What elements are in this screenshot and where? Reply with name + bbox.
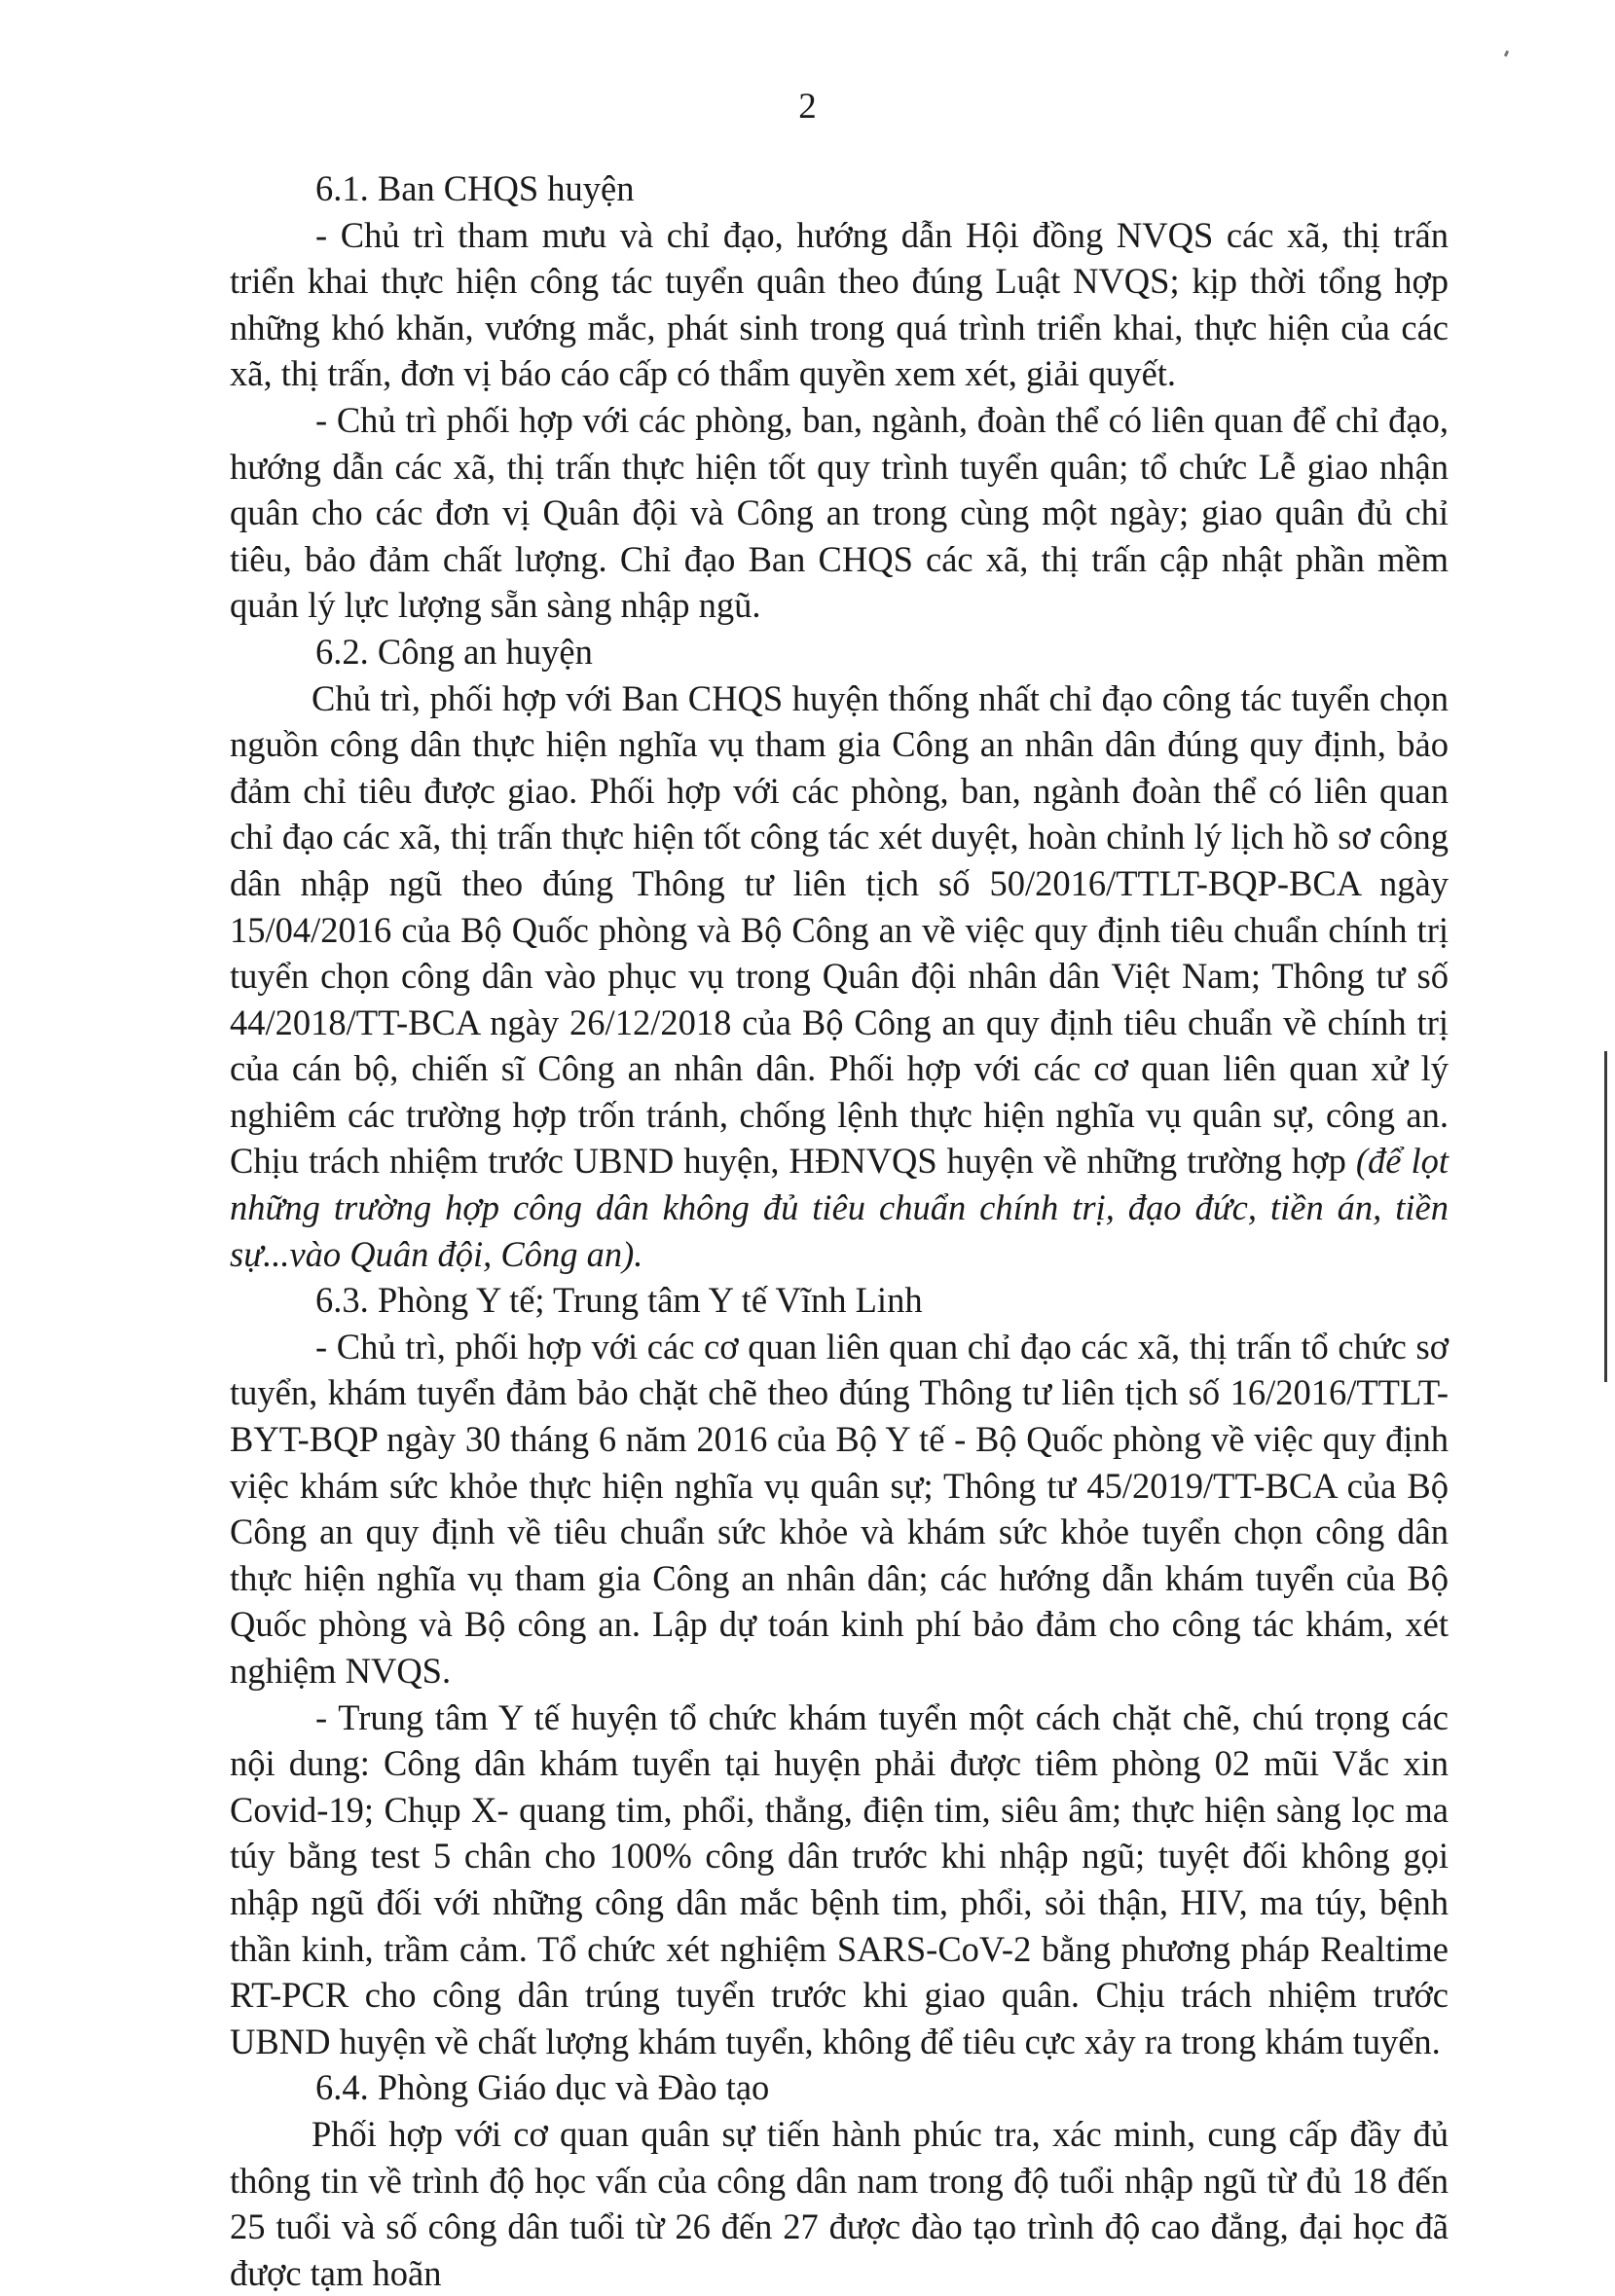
paragraph-6-2-italic: (để lọt những trường hợp công dân không đủ tiêu chuẩn chính trị, đạo đức, tiền án, tiền sự...vào Quân đội, Công an). (230, 1141, 1449, 1274)
paragraph-6-1-a: - Chủ trì tham mưu và chỉ đạo, hướng dẫn Hội đồng NVQS các xã, thị trấn triển khai thực hiện công tác tuyển quân theo đúng Luật NVQS; kịp thời tổng hợp những khó khăn, vướng mắc, phát sinh trong quá trình triển khai, thực hiện của các xã, thị trấn, đơn vị báo cáo cấp có thẩm quyền xem xét, giải quyết. (230, 214, 1449, 394)
scan-artifact (1504, 51, 1509, 57)
paragraph-6-3-b: - Trung tâm Y tế huyện tổ chức khám tuyển một cách chặt chẽ, chú trọng các nội dung: Công dân khám tuyển tại huyện phải được tiêm phòng 02 mũi Vắc xin Covid-19; Chụp X- quang tim, phổi, thẳng, điện tim, siêu âm; thực hiện sàng lọc ma túy bằng test 5 chân cho 100% công dân trước khi nhập ngũ; tuyệt đối không gọi nhập ngũ đối với những công dân mắc bệnh tim, phổi, sỏi thận, HIV, ma túy, bệnh thần kinh, trầm cảm. Tổ chức xét nghiệm SARS-CoV-2 bằng phương pháp Realtime RT-PCR cho công dân trúng tuyển trước khi giao quân. Chịu trách nhiệm trước UBND huyện về chất lượng khám tuyển, không để tiêu cực xảy ra trong khám tuyển. (230, 1696, 1449, 2061)
section-heading-6-2: 6.2. Công an huyện (315, 631, 593, 672)
section-heading-6-1: 6.1. Ban CHQS huyện (315, 168, 635, 208)
paragraph-6-1-b: - Chủ trì phối hợp với các phòng, ban, ngành, đoàn thể có liên quan để chỉ đạo, hướng dẫn các xã, thị trấn thực hiện tốt quy trình tuyển quân; tổ chức Lễ giao nhận quân cho các đơn vị Quân đội và Công an trong cùng một ngày; giao quân đủ chỉ tiêu, bảo đảm chất lượng. Chỉ đạo Ban CHQS các xã, thị trấn cập nhật phần mềm quản lý lực lượng sẵn sàng nhập ngũ. (230, 399, 1449, 626)
document-body (230, 165, 1449, 2296)
paragraph-6-2-text: Chủ trì, phối hợp với Ban CHQS huyện thống nhất chỉ đạo công tác tuyển chọn nguồn công dân thực hiện nghĩa vụ tham gia Công an nhân dân đúng quy định, bảo đảm chỉ tiêu được giao. Phối hợp với các phòng, ban, ngành đoàn thể có liên quan chỉ đạo các xã, thị trấn thực hiện tốt công tác xét duyệt, hoàn chỉnh lý lịch hồ sơ công dân nhập ngũ theo đúng Thông tư liên tịch số 50/2016/TTLT-BQP-BCA ngày 15/04/2016 của Bộ Quốc phòng và Bộ Công an về việc quy định tiêu chuẩn chính trị tuyển chọn công dân vào phục vụ trong Quân đội nhân dân Việt Nam; Thông tư số 44/2018/TT-BCA ngày 26/12/2018 của Bộ Công an quy định tiêu chuẩn về chính trị của cán bộ, chiến sĩ Công an nhân dân. Phối hợp với các cơ quan liên quan xử lý nghiêm các trường hợp trốn tránh, chống lệnh thực hiện nghĩa vụ quân sự, công an. Chịu trách nhiệm trước UBND huyện, HĐNVQS huyện về những trường hợp (230, 677, 1449, 1182)
paragraph-6-4: Phối hợp với cơ quan quân sự tiến hành phúc tra, xác minh, cung cấp đầy đủ thông tin về trình độ học vấn của công dân nam trong độ tuổi nhập ngũ từ đủ 18 đến 25 tuổi và số công dân tuổi từ 26 đến 27 được đào tạo trình độ cao đẳng, đại học đã được tạm hoãn (230, 2113, 1449, 2293)
paragraph-6-3-a: - Chủ trì, phối hợp với các cơ quan liên quan chỉ đạo các xã, thị trấn tổ chức sơ tuyển, khám tuyển đảm bảo chặt chẽ theo đúng Thông tư liên tịch số 16/2016/TTLT-BYT-BQP ngày 30 tháng 6 năm 2016 của Bộ Y tế - Bộ Quốc phòng về việc quy định việc khám sức khỏe thực hiện nghĩa vụ quân sự; Thông tư 45/2019/TT-BCA của Bộ Công an quy định về tiêu chuẩn sức khỏe và khám sức khỏe tuyển chọn công dân thực hiện nghĩa vụ tham gia Công an nhân dân; các hướng dẫn khám tuyển của Bộ Quốc phòng và Bộ công an. Lập dự toán kinh phí bảo đảm cho công tác khám, xét nghiệm NVQS. (230, 1326, 1449, 1691)
section-heading-6-3: 6.3. Phòng Y tế; Trung tâm Y tế Vĩnh Linh (315, 1280, 923, 1321)
page-number: 2 (798, 87, 817, 127)
section-heading-6-4: 6.4. Phòng Giáo dục và Đào tạo (315, 2067, 770, 2108)
paragraph-6-2 (230, 675, 1449, 1278)
scan-edge-mark (1604, 1051, 1607, 1382)
